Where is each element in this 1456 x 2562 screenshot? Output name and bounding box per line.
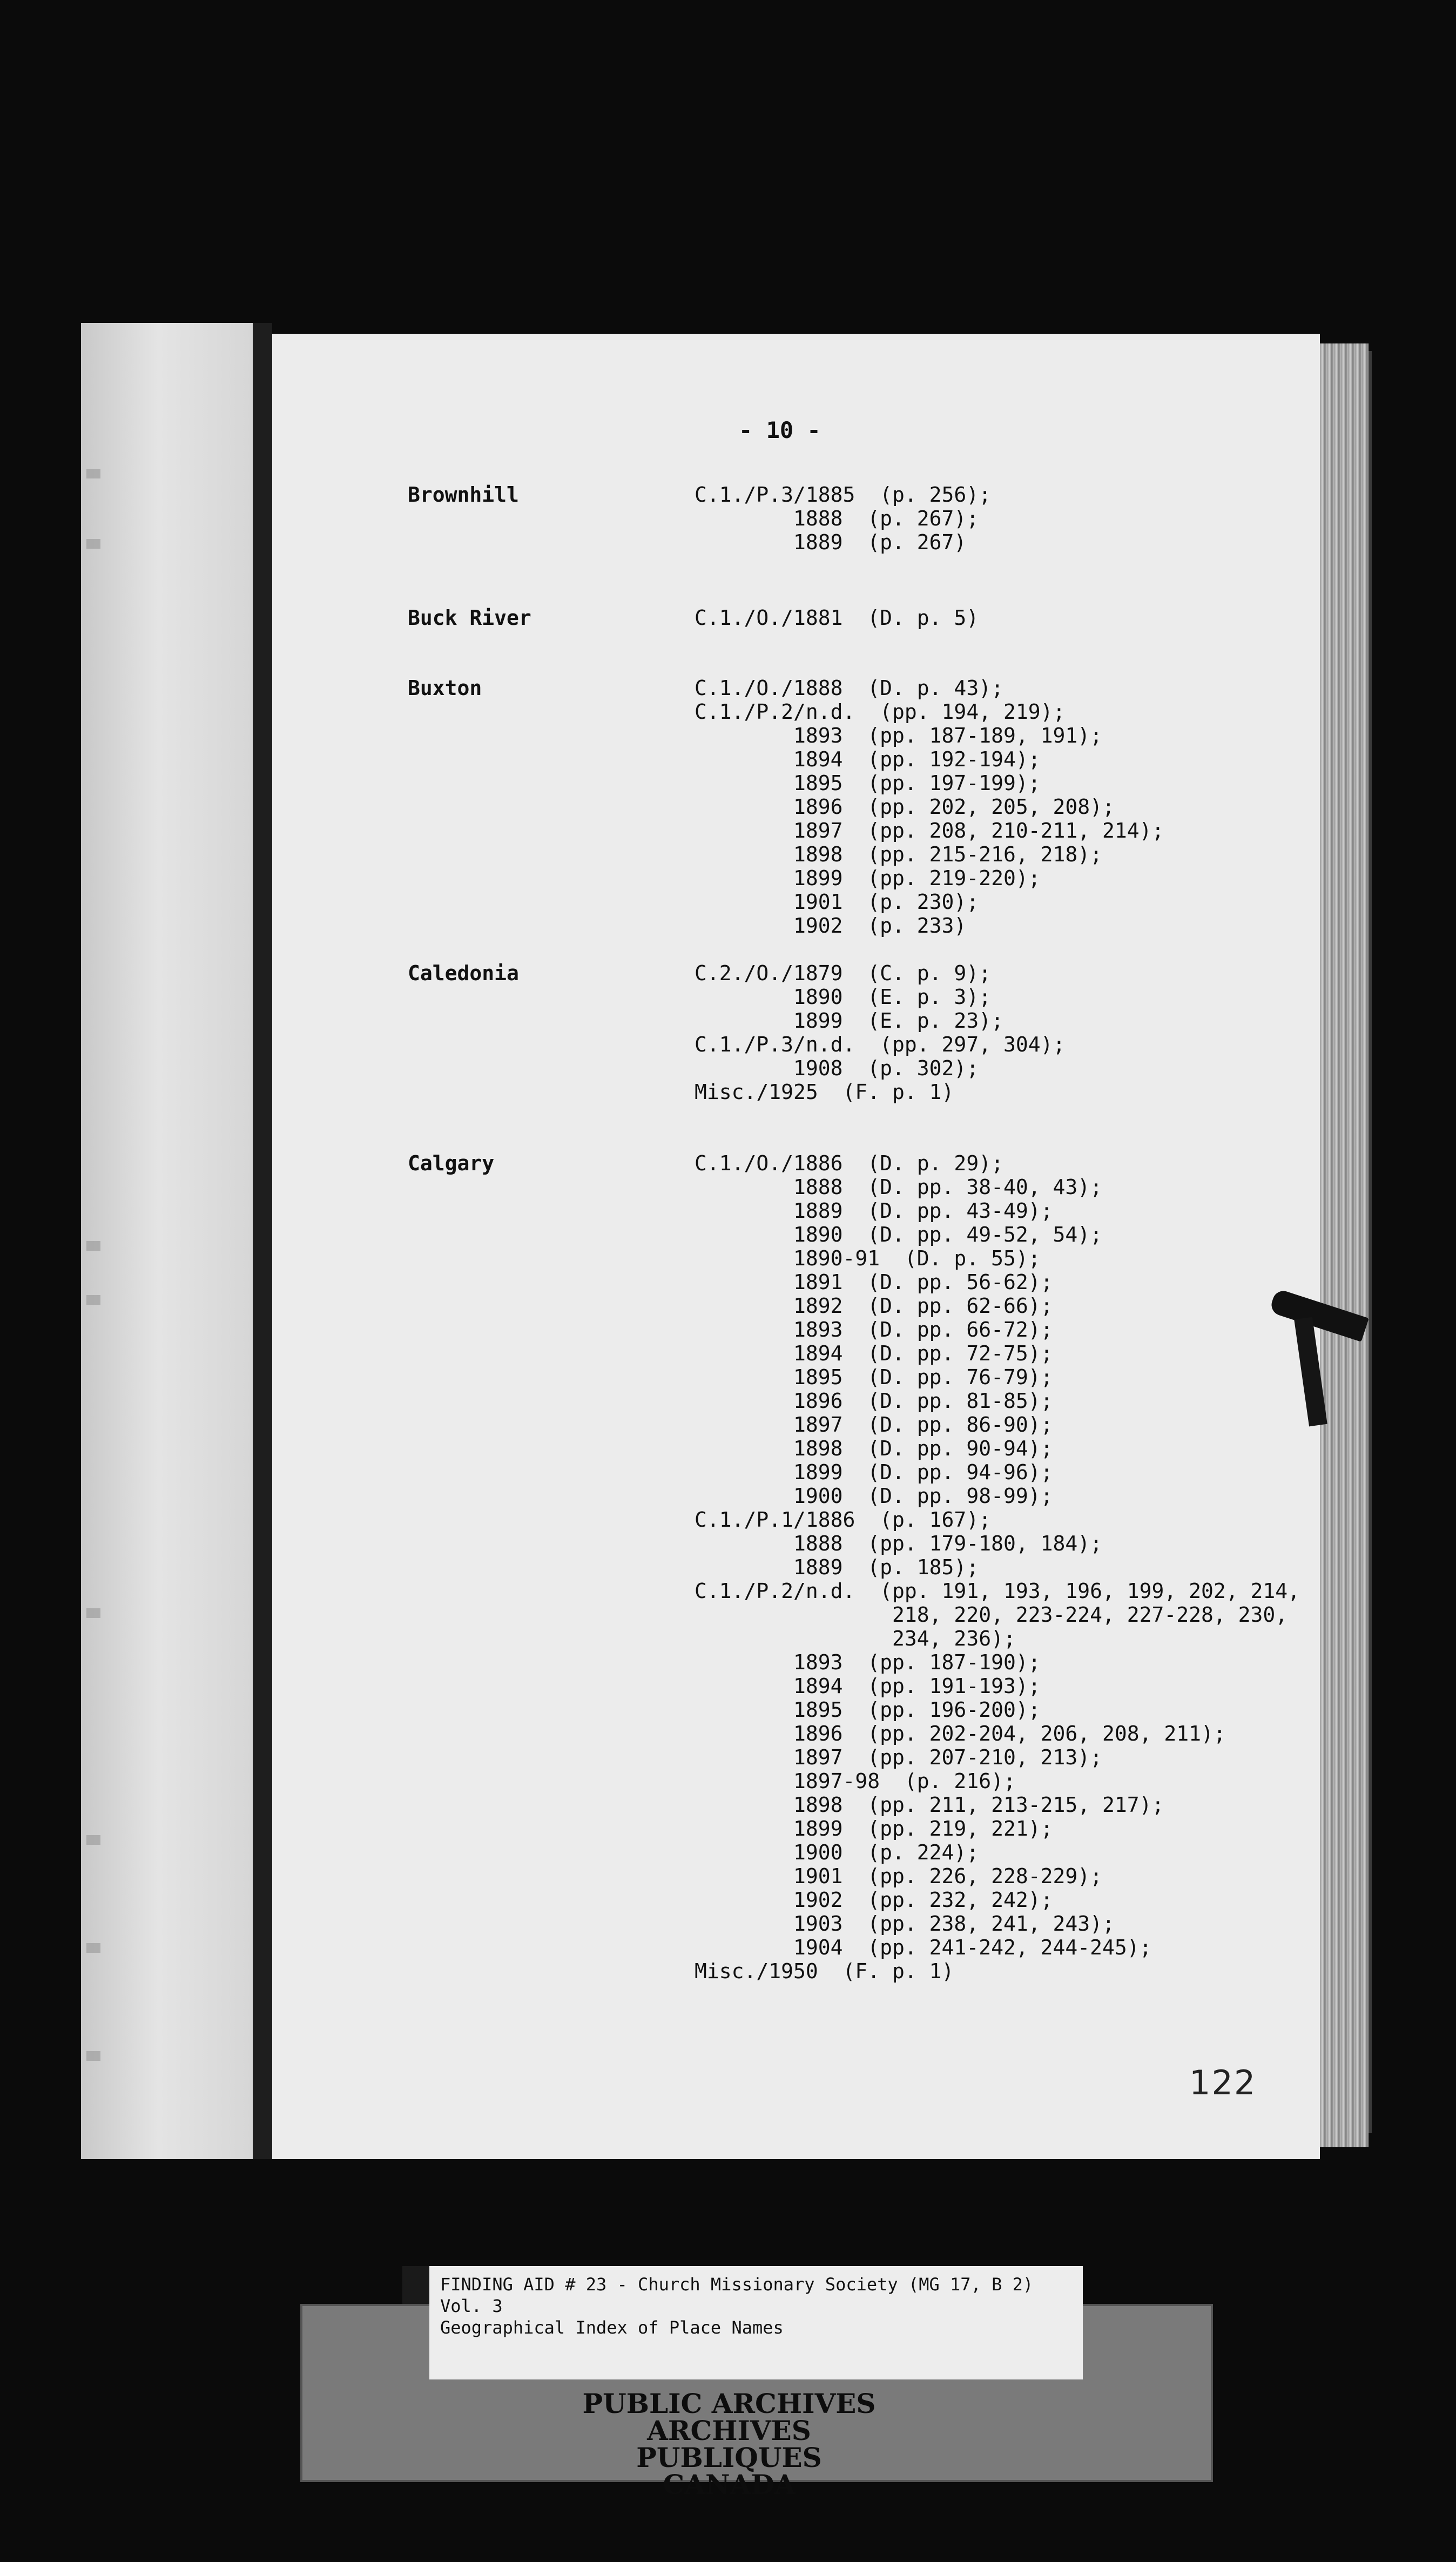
reference-line: 1901 (p. 230);	[695, 890, 979, 914]
reference-line: C.1./O./1881 (D. p. 5)	[695, 606, 979, 630]
reference-line: C.1./O./1886 (D. p. 29);	[695, 1151, 1003, 1175]
page-edge-shadow	[1369, 351, 1372, 2133]
reference-line: 1893 (pp. 187-190);	[695, 1650, 1041, 1674]
reference-line: 1894 (pp. 191-193);	[695, 1674, 1041, 1698]
reference-line: 1902 (pp. 232, 242);	[695, 1888, 1053, 1912]
place-name: Buxton	[408, 676, 482, 700]
bleed-mark	[86, 1241, 100, 1251]
reference-line: 1908 (p. 302);	[695, 1056, 979, 1080]
reference-line: 1890 (E. p. 3);	[695, 985, 992, 1009]
bleed-mark	[86, 469, 100, 478]
reference-line: 1894 (D. pp. 72-75);	[695, 1341, 1053, 1365]
reference-line: 1899 (pp. 219-220);	[695, 866, 1041, 890]
reference-line: 1888 (pp. 179-180, 184);	[695, 1532, 1102, 1555]
finding-aid-volume: Vol. 3	[440, 2296, 503, 2316]
reference-line: 1901 (pp. 226, 228-229);	[695, 1864, 1102, 1888]
bleed-mark	[86, 1835, 100, 1845]
reference-line: 1894 (pp. 192-194);	[695, 747, 1041, 771]
reference-line: 218, 220, 223-224, 227-228, 230,	[695, 1603, 1288, 1627]
reference-line: 1903 (pp. 238, 241, 243);	[695, 1912, 1115, 1936]
bleed-mark	[86, 1295, 100, 1305]
bleed-mark	[86, 539, 100, 549]
reference-line: 1899 (E. p. 23);	[695, 1009, 1003, 1033]
reference-line: 1895 (D. pp. 76-79);	[695, 1365, 1053, 1389]
reference-line: C.1./O./1888 (D. p. 43);	[695, 676, 1003, 700]
stamp-line-archives-publiques: ARCHIVES PUBLIQUES	[636, 2415, 822, 2473]
bleed-mark	[86, 2051, 100, 2061]
reference-line: C.1./P.2/n.d. (pp. 191, 193, 196, 199, 202, 214,	[695, 1579, 1300, 1603]
left-facing-page	[81, 323, 253, 2159]
reference-line: 1898 (pp. 215-216, 218);	[695, 842, 1102, 866]
reference-line: Misc./1925 (F. p. 1)	[695, 1080, 954, 1104]
reference-line: 1897-98 (p. 216);	[695, 1769, 1016, 1793]
reference-line: 1898 (pp. 211, 213-215, 217);	[695, 1793, 1164, 1817]
reference-line: 1899 (pp. 219, 221);	[695, 1817, 1053, 1840]
reference-line: 1895 (pp. 196-200);	[695, 1698, 1041, 1722]
reference-line: 1896 (D. pp. 81-85);	[695, 1389, 1053, 1413]
reference-line: 1895 (pp. 197-199);	[695, 771, 1041, 795]
reference-line: Misc./1950 (F. p. 1)	[695, 1959, 954, 1983]
reference-line: 1897 (pp. 208, 210-211, 214);	[695, 819, 1164, 842]
reference-line: 234, 236);	[695, 1627, 1016, 1650]
reference-line: C.1./P.1/1886 (p. 167);	[695, 1508, 992, 1532]
archive-stamp-text	[567, 2390, 891, 2498]
stamp-line-canada: CANADA	[663, 2469, 796, 2500]
bleed-mark	[86, 1943, 100, 1953]
stamp-line-public-archives: PUBLIC ARCHIVES	[582, 2388, 876, 2419]
reference-line: 1890-91 (D. p. 55);	[695, 1246, 1041, 1270]
place-name: Buck River	[408, 606, 531, 630]
reference-line: 1904 (pp. 241-242, 244-245);	[695, 1936, 1152, 1959]
reference-line: 1892 (D. pp. 62-66);	[695, 1294, 1053, 1318]
reference-line: 1900 (D. pp. 98-99);	[695, 1484, 1053, 1508]
reference-line: 1889 (p. 185);	[695, 1555, 979, 1579]
reference-line: 1888 (D. pp. 38-40, 43);	[695, 1175, 1102, 1199]
reference-line: 1896 (pp. 202-204, 206, 208, 211);	[695, 1722, 1226, 1745]
finding-aid-subtitle: Geographical Index of Place Names	[440, 2317, 784, 2338]
reference-line: 1900 (p. 224);	[695, 1840, 979, 1864]
reference-line: 1902 (p. 233)	[695, 914, 967, 938]
reference-line: C.1./P.2/n.d. (pp. 194, 219);	[695, 700, 1066, 724]
book-gutter	[253, 323, 272, 2159]
page-number: - 10 -	[739, 417, 821, 443]
reference-line: 1897 (D. pp. 86-90);	[695, 1413, 1053, 1437]
reference-line: 1893 (D. pp. 66-72);	[695, 1318, 1053, 1341]
reference-line: 1889 (D. pp. 43-49);	[695, 1199, 1053, 1223]
reference-line: 1893 (pp. 187-189, 191);	[695, 724, 1102, 747]
reference-line: 1899 (D. pp. 94-96);	[695, 1460, 1053, 1484]
finding-aid-card	[429, 2266, 1083, 2379]
reference-line: 1896 (pp. 202, 205, 208);	[695, 795, 1115, 819]
reference-line: 1898 (D. pp. 90-94);	[695, 1437, 1053, 1460]
place-name: Caledonia	[408, 961, 519, 985]
finding-aid-title: FINDING AID # 23 - Church Missionary Society (MG 17, B 2)	[440, 2274, 1034, 2295]
finding-aid-card-text	[440, 2274, 1033, 2338]
reference-line: 1897 (pp. 207-210, 213);	[695, 1745, 1102, 1769]
reference-line: C.2./O./1879 (C. p. 9);	[695, 961, 992, 985]
reference-line: C.1./P.3/1885 (p. 256);	[695, 483, 992, 507]
place-name: Brownhill	[408, 483, 519, 507]
reference-line: 1891 (D. pp. 56-62);	[695, 1270, 1053, 1294]
reference-line: 1890 (D. pp. 49-52, 54);	[695, 1223, 1102, 1246]
folio-number: 122	[1189, 2063, 1257, 2102]
place-name: Calgary	[408, 1151, 495, 1175]
reference-line: C.1./P.3/n.d. (pp. 297, 304);	[695, 1033, 1066, 1056]
page-stack-edge	[1320, 343, 1369, 2147]
bleed-mark	[86, 1608, 100, 1618]
reference-line: 1888 (p. 267);	[695, 507, 979, 530]
reference-line: 1889 (p. 267)	[695, 530, 967, 554]
